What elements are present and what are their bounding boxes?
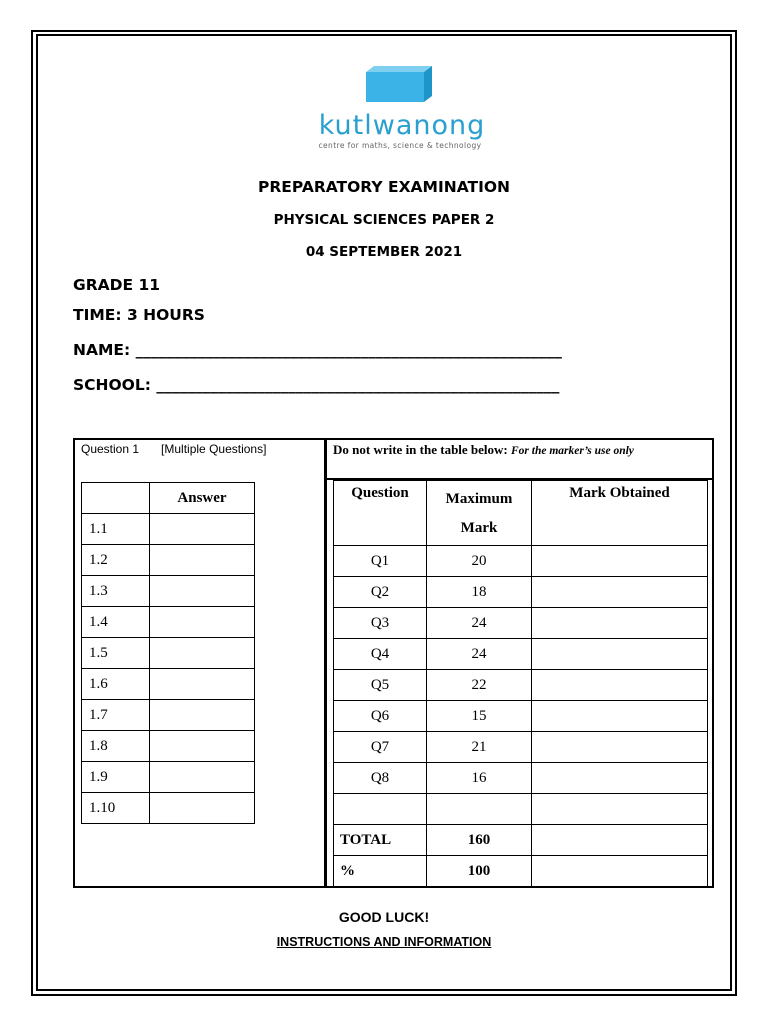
percent-row xyxy=(334,856,708,887)
answer-cell[interactable] xyxy=(150,638,255,669)
answer-cell[interactable] xyxy=(150,514,255,545)
mark-obtained-cell[interactable] xyxy=(532,608,708,639)
question-number: 1.3 xyxy=(82,576,150,607)
logo-cube-icon xyxy=(366,66,432,102)
name-line: _______________________________________________________ xyxy=(135,341,562,359)
good-luck-text: GOOD LUCK! xyxy=(338,909,430,925)
percent-max: 100 xyxy=(427,856,532,887)
mark-obtained-cell[interactable] xyxy=(532,546,708,577)
question-id: Q8 xyxy=(334,763,427,794)
col-maximum-mark-label: Maximum Mark xyxy=(445,491,513,536)
table-row xyxy=(334,546,708,577)
question-number: 1.6 xyxy=(82,669,150,700)
marks-table-header xyxy=(334,481,708,546)
question-1-label: Question 1 xyxy=(81,442,140,456)
table-row xyxy=(82,700,255,731)
max-mark: 18 xyxy=(427,577,532,608)
question-id: Q1 xyxy=(334,546,427,577)
percent-label: % xyxy=(334,856,427,887)
col-maximum-mark xyxy=(427,481,532,546)
total-row xyxy=(334,825,708,856)
table-row xyxy=(334,794,708,825)
question-id: Q3 xyxy=(334,608,427,639)
question-id: Q6 xyxy=(334,701,427,732)
table-row xyxy=(82,545,255,576)
question-id: Q7 xyxy=(334,732,427,763)
answer-col-blank xyxy=(82,483,150,514)
name-label: NAME: xyxy=(73,341,136,359)
answer-cell[interactable] xyxy=(150,545,255,576)
table-row xyxy=(82,762,255,793)
question-number: 1.8 xyxy=(82,731,150,762)
answer-cell[interactable] xyxy=(150,669,255,700)
table-row xyxy=(334,608,708,639)
table-row xyxy=(334,701,708,732)
max-mark: 22 xyxy=(427,670,532,701)
mark-obtained-cell[interactable] xyxy=(532,670,708,701)
question-number: 1.2 xyxy=(82,545,150,576)
answer-panel-heading xyxy=(81,442,266,456)
max-mark: 16 xyxy=(427,763,532,794)
table-row xyxy=(82,514,255,545)
table-row xyxy=(82,731,255,762)
mark-obtained-cell[interactable] xyxy=(532,794,708,825)
question-number: 1.4 xyxy=(82,607,150,638)
answer-cell[interactable] xyxy=(150,576,255,607)
mark-obtained-cell[interactable] xyxy=(532,577,708,608)
question-id xyxy=(334,794,427,825)
logo-wordmark: kutlwanong xyxy=(318,110,486,141)
table-row xyxy=(82,793,255,824)
exam-date: 04 SEPTEMBER 2021 xyxy=(305,244,463,260)
total-label: TOTAL xyxy=(334,825,427,856)
question-id: Q2 xyxy=(334,577,427,608)
mark-obtained-cell[interactable] xyxy=(532,639,708,670)
instructions-heading: INSTRUCTIONS AND INFORMATION xyxy=(276,935,492,949)
school-line: ____________________________________________________ xyxy=(156,376,560,394)
max-mark: 24 xyxy=(427,639,532,670)
question-number: 1.5 xyxy=(82,638,150,669)
answer-cell[interactable] xyxy=(150,607,255,638)
table-row xyxy=(82,607,255,638)
answer-cell[interactable] xyxy=(150,793,255,824)
time-label: TIME: 3 HOURS xyxy=(73,306,205,324)
table-row xyxy=(334,670,708,701)
question-number: 1.9 xyxy=(82,762,150,793)
question-id: Q5 xyxy=(334,670,427,701)
col-question: Question xyxy=(334,481,427,546)
percent-obtained-cell[interactable] xyxy=(532,856,708,887)
table-row xyxy=(82,669,255,700)
question-number: 1.7 xyxy=(82,700,150,731)
max-mark: 24 xyxy=(427,608,532,639)
total-max: 160 xyxy=(427,825,532,856)
mark-obtained-cell[interactable] xyxy=(532,732,708,763)
table-row xyxy=(82,638,255,669)
multiple-questions-label: [Multiple Questions] xyxy=(161,442,267,456)
max-mark: 20 xyxy=(427,546,532,577)
question-number: 1.1 xyxy=(82,514,150,545)
marker-notice-italic: For the marker’s use only xyxy=(511,445,634,457)
answer-table-header xyxy=(82,483,255,514)
max-mark: 15 xyxy=(427,701,532,732)
school-label: SCHOOL: xyxy=(73,376,157,394)
mark-obtained-cell[interactable] xyxy=(532,701,708,732)
answer-cell[interactable] xyxy=(150,731,255,762)
question-number: 1.10 xyxy=(82,793,150,824)
total-obtained-cell[interactable] xyxy=(532,825,708,856)
name-field[interactable] xyxy=(73,341,562,359)
table-row xyxy=(334,732,708,763)
exam-subject: PHYSICAL SCIENCES PAPER 2 xyxy=(273,212,495,228)
col-mark-obtained: Mark Obtained xyxy=(532,481,708,546)
max-mark: 21 xyxy=(427,732,532,763)
table-row xyxy=(334,763,708,794)
answer-col-header: Answer xyxy=(150,483,255,514)
answer-table xyxy=(81,482,255,824)
max-mark xyxy=(427,794,532,825)
answer-cell[interactable] xyxy=(150,762,255,793)
grade-label: GRADE 11 xyxy=(73,276,161,294)
marks-table xyxy=(333,480,708,887)
logo-tagline: centre for maths, science & technology xyxy=(318,141,482,150)
exam-title: PREPARATORY EXAMINATION xyxy=(258,178,510,196)
table-row xyxy=(334,577,708,608)
panel-divider xyxy=(324,438,327,888)
answer-cell[interactable] xyxy=(150,700,255,731)
marker-notice xyxy=(333,442,634,458)
question-id: Q4 xyxy=(334,639,427,670)
school-field[interactable] xyxy=(73,376,559,394)
table-row xyxy=(82,576,255,607)
mark-obtained-cell[interactable] xyxy=(532,763,708,794)
marker-notice-text: Do not write in the table below: xyxy=(333,442,512,457)
table-row xyxy=(334,639,708,670)
